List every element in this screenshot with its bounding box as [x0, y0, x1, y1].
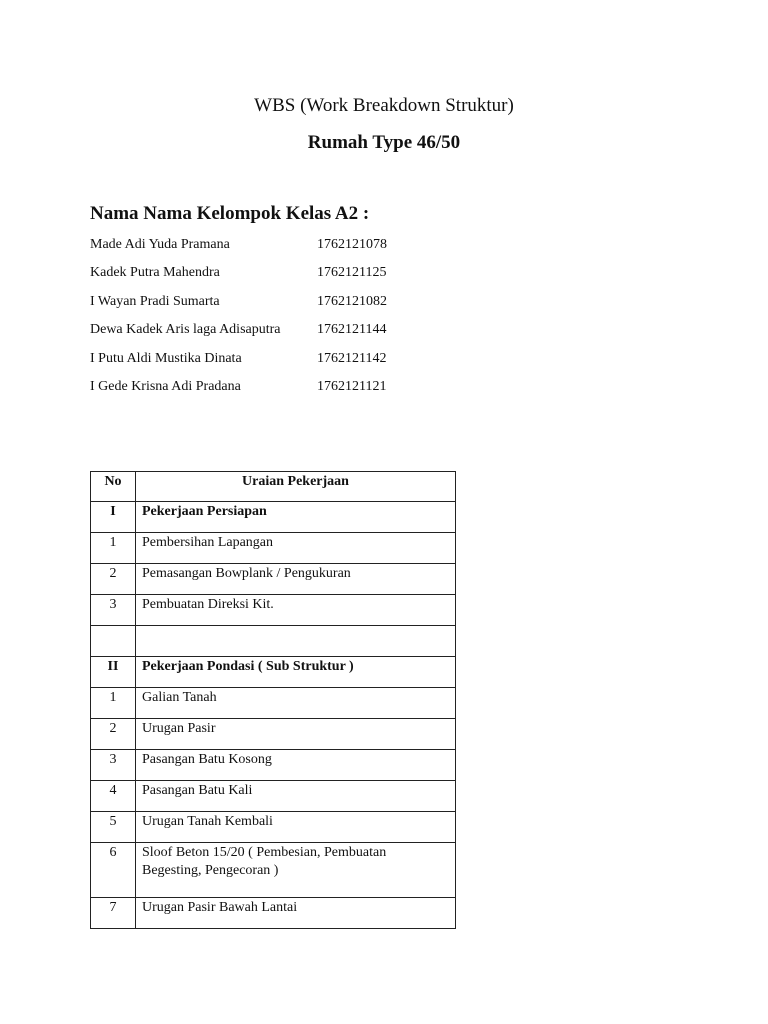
member-row: [90, 262, 490, 290]
table-row: [91, 781, 456, 812]
member-row: [90, 348, 490, 376]
table-row-section: [91, 657, 456, 688]
member-name: Kadek Putra Mahendra: [90, 265, 220, 281]
table-row-section: [91, 502, 456, 533]
header-no: No: [91, 472, 136, 502]
table-row: [91, 688, 456, 719]
document-subtitle: Rumah Type 46/50: [307, 132, 461, 153]
row-description: [136, 626, 456, 657]
row-number: I: [91, 502, 136, 533]
row-number: [91, 626, 136, 657]
member-nim: 1762121078: [317, 237, 387, 252]
row-description: Pasangan Batu Kosong: [136, 750, 456, 781]
row-number: II: [91, 657, 136, 688]
member-name: I Wayan Pradi Sumarta: [90, 293, 220, 309]
member-name: Dewa Kadek Aris laga Adisaputra: [90, 322, 281, 338]
document-title: WBS (Work Breakdown Struktur): [254, 95, 514, 116]
row-number: 7: [91, 898, 136, 929]
member-row: [90, 319, 490, 347]
member-name: I Gede Krisna Adi Pradana: [90, 378, 241, 394]
row-description: Sloof Beton 15/20 ( Pembesian, Pembuatan Begesting, Pengecoran ): [136, 843, 456, 898]
row-number: 3: [91, 750, 136, 781]
header-description: Uraian Pekerjaan: [136, 472, 456, 502]
table-row: [91, 812, 456, 843]
row-description: Pasangan Batu Kali: [136, 781, 456, 812]
table-row: [91, 533, 456, 564]
table-row-empty: [91, 626, 456, 657]
row-number: 3: [91, 595, 136, 626]
member-nim: 1762121144: [317, 322, 387, 338]
row-number: 4: [91, 781, 136, 812]
table-row: [91, 595, 456, 626]
table-row: [91, 750, 456, 781]
member-name: Made Adi Yuda Pramana: [90, 237, 230, 252]
table-row: [91, 898, 456, 929]
row-description: Urugan Pasir Bawah Lantai: [136, 898, 456, 929]
row-number: 2: [91, 719, 136, 750]
member-nim: 1762121125: [317, 265, 387, 281]
row-number: 2: [91, 564, 136, 595]
row-number: 5: [91, 812, 136, 843]
row-description: Urugan Pasir: [136, 719, 456, 750]
row-description: Pekerjaan Persiapan: [136, 502, 456, 533]
table-row: [91, 719, 456, 750]
row-description: Pembersihan Lapangan: [136, 533, 456, 564]
row-number: 1: [91, 533, 136, 564]
row-description: Galian Tanah: [136, 688, 456, 719]
row-description: Pekerjaan Pondasi ( Sub Struktur ): [136, 657, 456, 688]
member-nim: 1762121082: [317, 293, 387, 309]
table-row: [91, 564, 456, 595]
wbs-table: [90, 471, 456, 929]
table-row: [91, 843, 456, 898]
member-row: [90, 291, 490, 319]
row-description: Pembuatan Direksi Kit.: [136, 595, 456, 626]
row-description: Pemasangan Bowplank / Pengukuran: [136, 564, 456, 595]
member-list: [90, 234, 490, 404]
member-nim: 1762121142: [317, 350, 387, 366]
row-number: 1: [91, 688, 136, 719]
table-header-row: [91, 472, 456, 502]
member-row: [90, 234, 490, 262]
member-row: [90, 376, 490, 404]
group-heading: Nama Nama Kelompok Kelas A2 :: [90, 203, 370, 224]
row-description: Urugan Tanah Kembali: [136, 812, 456, 843]
member-name: I Putu Aldi Mustika Dinata: [90, 350, 242, 366]
member-nim: 1762121121: [317, 378, 387, 394]
row-number: 6: [91, 843, 136, 898]
